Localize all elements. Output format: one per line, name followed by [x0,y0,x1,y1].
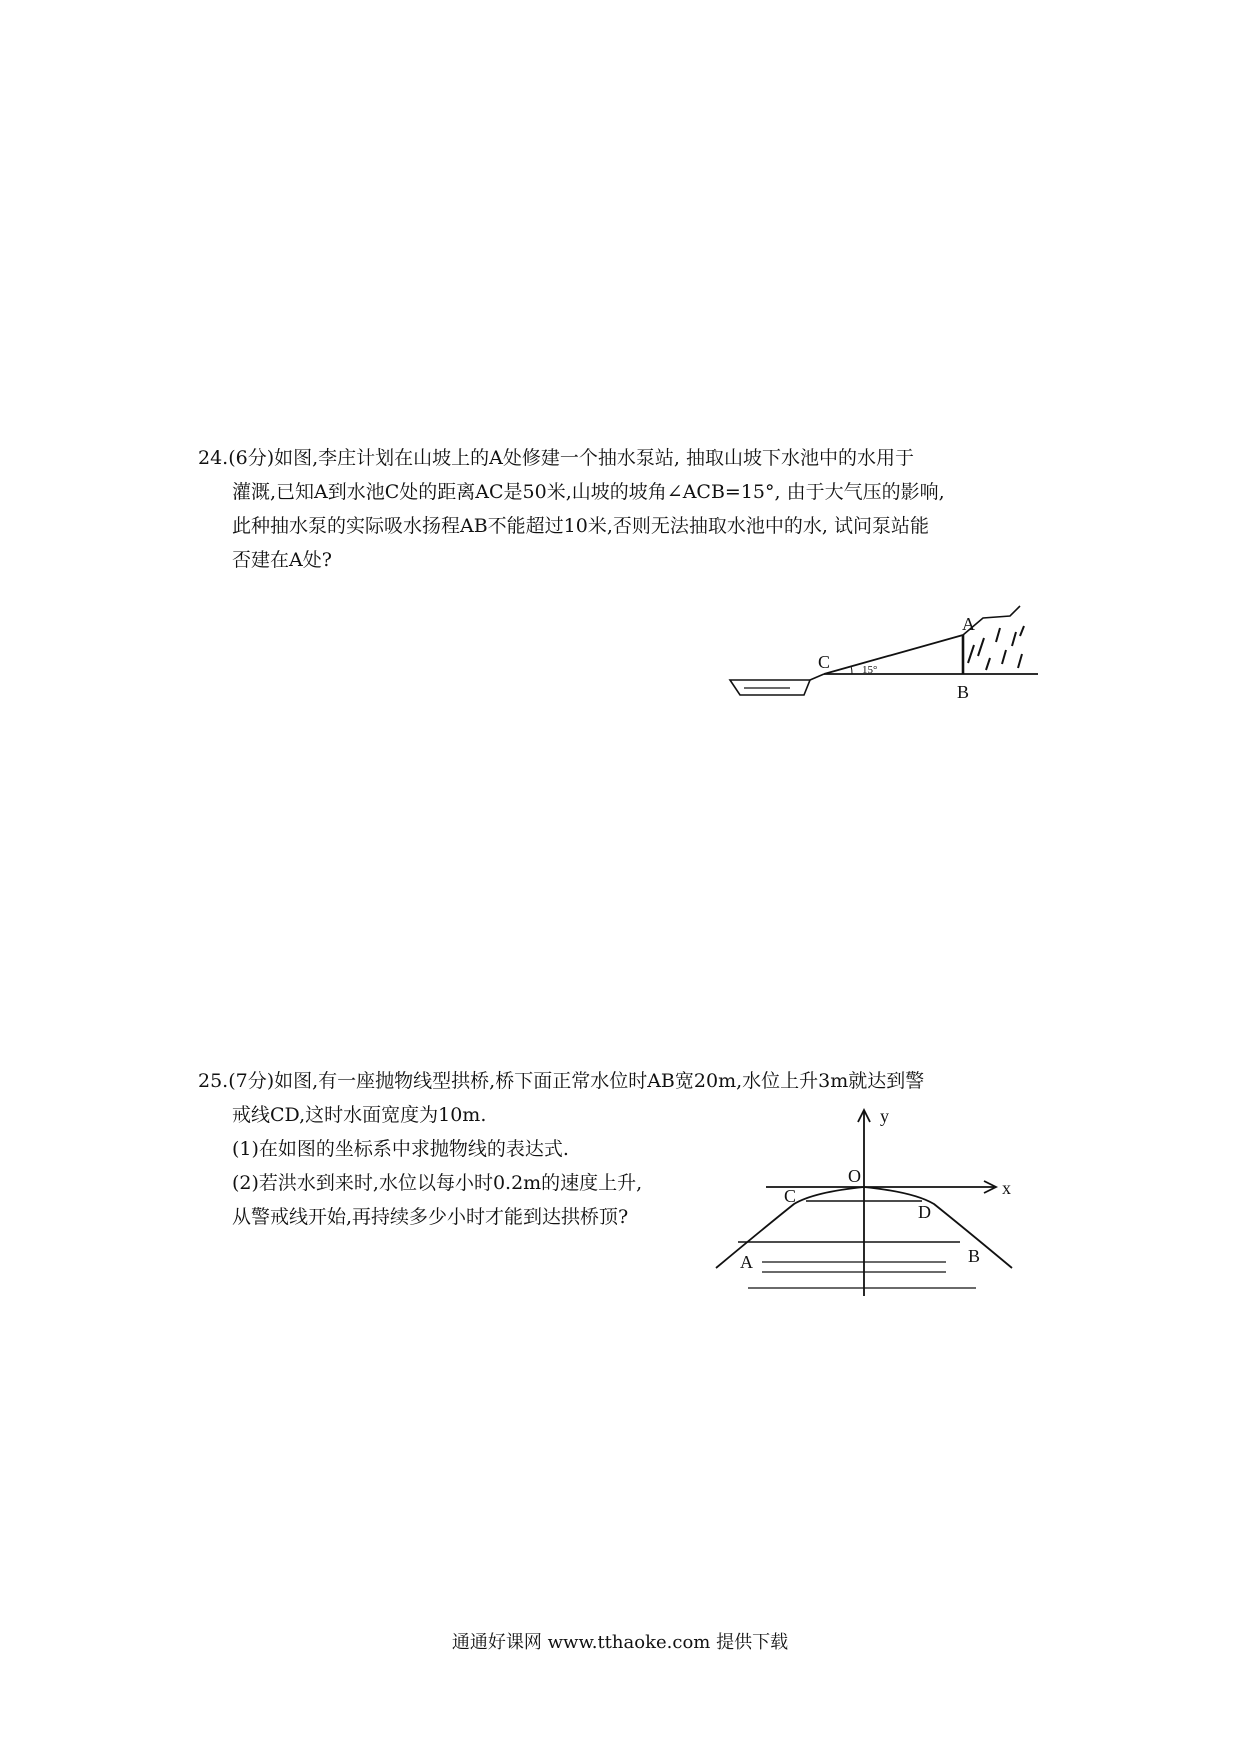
slope-line-ca [824,635,963,674]
problem-24-line-1: 24.(6分)如图,李庄计划在山坡上的A处修建一个抽水泵站, 抽取山坡下水池中的水用于 [198,447,914,469]
problem-24-line-4: 否建在A处? [232,549,332,571]
problem-25-line-4: (2)若洪水到来时,水位以每小时0.2m的速度上升, [232,1172,643,1194]
label-a: A [962,614,975,634]
arch-bridge-diagram [708,1106,1026,1302]
label-c: C [818,652,831,672]
label-x: x [1002,1178,1011,1198]
slope-figure [728,598,1058,710]
problem-24-line-2: 灌溉,已知A到水池C处的距离AC是50米,山坡的坡角∠ACB=15°, 由于大气压的影响, [232,481,945,503]
label-b: B [957,682,970,702]
label-y: y [880,1106,889,1126]
label-a: A [740,1252,753,1272]
label-o: O [848,1166,861,1186]
problem-24 [198,441,1058,577]
label-c: C [784,1186,797,1206]
problem-25-line-3: (1)在如图的坐标系中求抛物线的表达式. [232,1138,569,1160]
problem-24-line-3: 此种抽水泵的实际吸水扬程AB不能超过10米,否则无法抽取水池中的水, 试问泵站能 [232,515,929,537]
slope-diagram [728,598,1058,710]
problem-25-line-1: 25.(7分)如图,有一座抛物线型拱桥,桥下面正常水位时AB宽20m,水位上升3m就达到警 [198,1070,925,1092]
pool-edge [810,674,824,680]
arch-bridge-figure [708,1106,1026,1302]
label-b: B [968,1246,981,1266]
problem-25-line-5: 从警戒线开始,再持续多少小时才能到达拱桥顶? [232,1206,629,1228]
label-d: D [918,1202,931,1222]
problem-25-line-2: 戒线CD,这时水面宽度为10m. [232,1104,487,1126]
footer-text: 通通好课网 www.tthaoke.com 提供下载 [451,1632,789,1653]
angle-arc [851,666,852,674]
hill-hatching [968,626,1024,670]
angle-label: 15° [862,664,878,676]
